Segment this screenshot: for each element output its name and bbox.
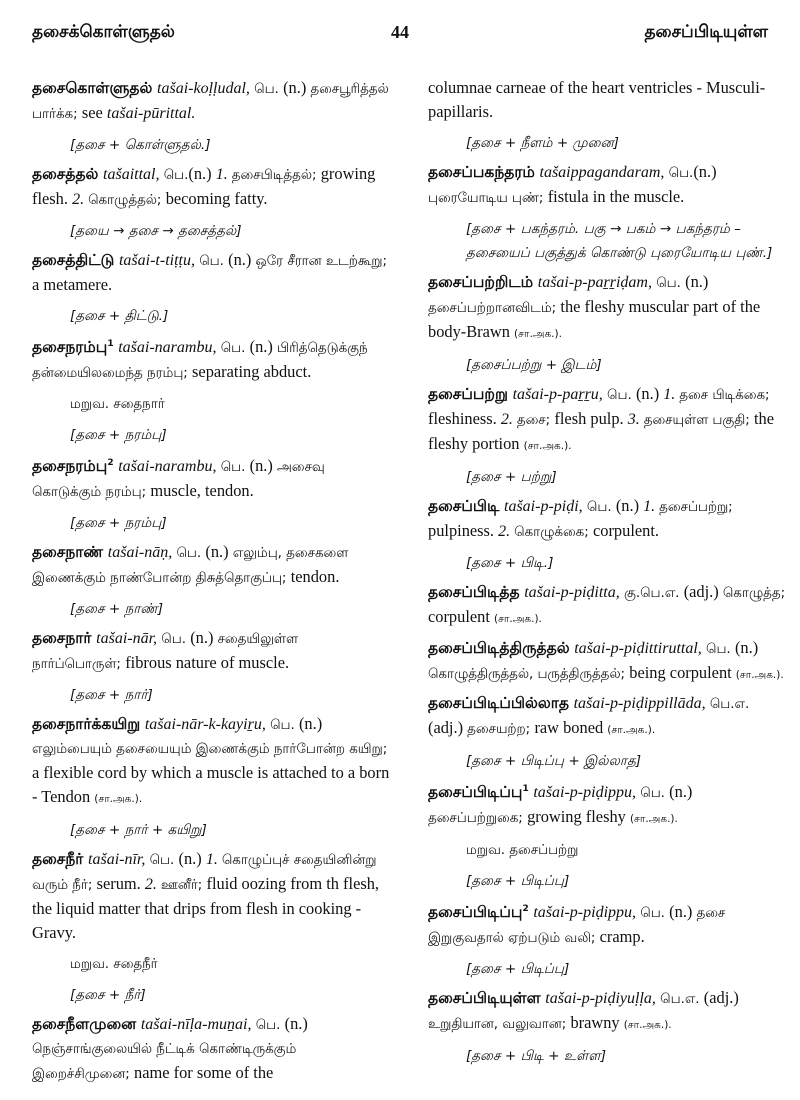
etymology: [தசைப்பற்று + இடம்]	[466, 357, 602, 373]
etymology: [தசை + திட்டு.]	[70, 308, 169, 324]
tamil-text: பெ.	[651, 276, 686, 291]
tamil-text: பெ.	[251, 1018, 285, 1034]
dictionary-entry	[32, 452, 390, 535]
etymology: [தசை + நாண்]	[70, 601, 164, 618]
source-tag: (சா.அக.).	[94, 793, 143, 806]
tamil-text: பெ.	[159, 168, 189, 183]
entry-body	[32, 847, 390, 945]
headword: தசைநீர்	[32, 850, 84, 869]
headword: தசைநார்க்கயிறு	[32, 715, 141, 734]
entry-body	[32, 452, 390, 504]
tamil-text: பெ.	[636, 906, 670, 922]
source-tag: (சா.அக.).	[629, 813, 678, 826]
tamil-text: பிரித்தெடுக்குந் தன்மையிலமைந்த நரம்பு;	[32, 341, 368, 382]
source-tag: (சா.அக.).	[514, 328, 562, 340]
english-text: (n.)	[190, 628, 218, 648]
dictionary-entry	[32, 248, 390, 328]
english-text: fibrous nature of muscle.	[125, 653, 290, 673]
english-text: (n.)	[669, 902, 697, 922]
english-text: fleshiness.	[428, 409, 501, 428]
etymology: [தசை + நார் + கயிறு]	[70, 822, 207, 839]
entry-body	[428, 778, 786, 831]
headword: தசைப்பிடி	[428, 497, 500, 515]
synonym-line	[428, 838, 786, 862]
headword: தசைப்பிடிப்பில்லாத	[428, 694, 569, 712]
tamil-text: தசையற்ற;	[467, 722, 535, 737]
italic-text: 2.	[144, 876, 161, 894]
tamil-text: கொழுப்புச் சதையினின்று வரும் நீர்;	[32, 853, 377, 894]
etymology-line	[32, 818, 390, 842]
english-text: (n.)	[249, 456, 277, 476]
dictionary-entry	[32, 162, 390, 243]
english-text: cramp.	[599, 927, 645, 947]
tamil-text: பெ.எ.	[655, 992, 704, 1008]
english-text: growing fleshy	[527, 807, 630, 827]
transliteration: tašai-p-paṟṟiḍam,	[537, 274, 652, 291]
etymology-line	[428, 551, 786, 575]
homograph-number: 2	[107, 458, 114, 469]
italic-text: 2.	[498, 523, 515, 540]
header-right-guideword: தசைப்பிடியுள்ள	[644, 22, 768, 42]
english-text: name for some of the	[134, 1063, 274, 1083]
homograph-number: 1	[107, 339, 114, 349]
entry-body	[428, 986, 786, 1037]
tamil-text: கொழுத்திருத்தல், பருத்திருத்தல்;	[428, 667, 630, 682]
etymology-line	[428, 465, 786, 489]
source-tag: (சா.அக.).	[494, 613, 542, 625]
etymology-line	[428, 1044, 786, 1068]
tamil-text: தசைப்பற்றானவிடம்;	[428, 301, 561, 316]
entry-body	[32, 626, 390, 676]
etymology-line	[32, 983, 390, 1007]
tamil-text: ஊனீர்;	[160, 878, 207, 894]
tamil-text: பெ.	[216, 460, 250, 476]
english-text: (n.)	[178, 849, 206, 869]
dictionary-entry	[32, 76, 390, 157]
english-text: (n.)	[228, 250, 256, 269]
entry-body	[32, 1012, 390, 1086]
etymology-line	[32, 423, 390, 447]
headword: தசைத்தல்	[32, 165, 99, 183]
tamil-text: ஒரே சீரான உடற்கூறு;	[255, 254, 387, 269]
transliteration: tašai-p-piḍittiruttal,	[574, 640, 702, 657]
tamil-text: கொழுக்கை;	[514, 525, 593, 540]
entry-body	[428, 898, 786, 950]
tamil-text: பெ.	[145, 853, 179, 869]
english-text: growing flesh.	[32, 164, 376, 208]
english-text: (n.)	[298, 714, 323, 734]
tamil-text: உறுதியான, வலுவான;	[428, 1017, 571, 1033]
english-text: separating abduct.	[192, 362, 312, 382]
source-tag: (சா.அக.).	[523, 440, 572, 452]
english-text: flesh pulp.	[554, 409, 628, 428]
headword: தசைகொள்ளுதல்	[32, 79, 153, 97]
english-text: a flexible cord by which a muscle is attached to a born - Tendon	[32, 763, 390, 807]
headword: தசைநீளமுனை	[32, 1015, 137, 1034]
tamil-text: பெ.	[157, 632, 191, 648]
transliteration: tašai-nīḷa-muṉai,	[140, 1016, 252, 1034]
transliteration: tašai-t-tiṭṭu,	[118, 252, 195, 269]
transliteration: tašai-p-paṟṟu,	[512, 386, 603, 403]
dictionary-entry	[32, 847, 390, 1007]
entry-body	[32, 333, 390, 385]
dictionary-entry	[32, 1012, 390, 1086]
dictionary-entry	[32, 626, 390, 707]
english-text: serum.	[96, 874, 145, 894]
headword: தசைப்பிடிப்பு$^2$	[428, 903, 529, 922]
etymology: [தசை + பிடிப்பு]	[466, 873, 570, 890]
tamil-text: கொழுத்தல்;	[88, 193, 166, 208]
english-text: (n.)	[693, 162, 717, 181]
tamil-text: பெ.	[265, 718, 299, 734]
tamil-text: பெ.	[701, 642, 735, 657]
entry-body	[32, 712, 390, 811]
headword: தசைப்பிடியுள்ள	[428, 989, 541, 1008]
english-text: fluid oozing from th flesh, the liquid matter that drips from flesh in cooking - Gravy.	[32, 874, 380, 943]
transliteration: tašaippagandaram,	[539, 164, 665, 181]
dictionary-entry	[428, 160, 786, 265]
etymology: [தசை + பிடி + உள்ள]	[466, 1048, 606, 1065]
english-text: (n.)	[249, 337, 277, 357]
tamil-text: பெ.	[582, 500, 616, 515]
english-text: corpulent.	[593, 521, 659, 540]
homograph-number: 2	[522, 904, 529, 915]
tamil-text: தசை;	[516, 413, 555, 428]
headword: தசைப்பிடித்திருத்தல்	[428, 639, 570, 657]
dictionary-entry	[428, 636, 786, 687]
english-text: (adj.)	[428, 718, 468, 737]
tamil-text: கு.பெ.எ.	[619, 586, 684, 601]
left-column	[32, 76, 390, 1091]
dictionary-entry	[428, 580, 786, 631]
etymology: [தசை + நரம்பு]	[70, 427, 167, 444]
dictionary-entry	[428, 986, 786, 1068]
entry-body	[32, 162, 390, 212]
tamil-text: எலும்பு, தசைகளை இணைக்கும் நாண்போன்ற திசுத்தொகுப்பு;	[32, 546, 349, 587]
tamil-text: புரையோடிய புண்;	[428, 191, 548, 206]
tamil-text: பெ.	[194, 254, 229, 269]
transliteration: tašai-koḷḷudal,	[157, 80, 250, 97]
transliteration: tašai-narambu,	[118, 339, 217, 357]
synonym-line	[32, 392, 390, 416]
english-text: muscle, tendon.	[150, 481, 254, 501]
etymology: [தசை + கொள்ளுதல்.]	[70, 137, 211, 153]
english-text: (n.)	[284, 1014, 308, 1034]
entry-body	[428, 580, 786, 631]
tamil-text: தசையுள்ள பகுதி;	[643, 413, 754, 428]
etymology: [தசை + பகந்தரம். பகு → பகம் → பகந்தரம் – தசையைப் பகுத்துக் கொண்டு புரையோடிய புண்.]	[466, 221, 773, 261]
etymology-line	[428, 957, 786, 981]
synonym-line	[32, 952, 390, 976]
source-tag: (சா.அக.).	[623, 1019, 672, 1032]
dictionary-entry	[428, 494, 786, 575]
english-text: (adj.)	[703, 988, 739, 1008]
headword: தசைப்பற்றிடம்	[428, 273, 534, 291]
tamil-text: தசை பிடிக்கை;	[679, 388, 770, 403]
english-text: raw boned	[534, 718, 608, 737]
etymology: [தசை + நார்]	[70, 687, 153, 704]
tamil-text: தசைப்பற்று;	[659, 500, 733, 515]
tamil-text: பெ.	[216, 341, 250, 357]
homograph-number: 1	[522, 784, 529, 794]
english-text: being corpulent	[629, 663, 736, 682]
source-tag: (சா.அக.).	[735, 669, 784, 681]
source-tag: (சா.அக.).	[607, 724, 656, 736]
continued-definition: columnae carneae of the heart ventricles - Musculi-papillaris.	[428, 78, 766, 121]
synonym: மறுவ. சதைநார்	[70, 397, 165, 413]
tamil-text: தசைபூரித்தல் பார்க்க;	[32, 82, 389, 122]
english-text: the fleshy muscular part of the body-Brawn	[428, 297, 761, 341]
right-column	[428, 76, 786, 1073]
transliteration: tašai-nīr,	[88, 851, 146, 869]
tamil-text: எலும்பையும் தசையையும் இணைக்கும் நார்போன்ற கயிறு;	[32, 742, 388, 758]
synonym: மறுவ. சதைநீர்	[70, 957, 158, 973]
italic-text: 1.	[215, 166, 232, 183]
transliteration: tašai-narambu,	[118, 458, 217, 476]
english-text: brawny	[570, 1013, 624, 1033]
transliteration: tašai-p-piḍitta,	[524, 584, 620, 601]
headword: தசைநரம்பு$^2$	[32, 457, 114, 476]
tamil-text: தசைப்பற்றுகை;	[428, 811, 528, 827]
english-text: see	[81, 103, 107, 122]
etymology: [தசை + பிடிப்பு + இல்லாத]	[466, 753, 642, 769]
tamil-text: தசை இறுகுவதால் ஏற்படும் வலி;	[428, 906, 726, 947]
entry-body	[428, 382, 786, 458]
english-text: tendon.	[290, 567, 340, 587]
transliteration: tašai-p-piḍippu,	[533, 904, 637, 922]
dictionary-entry	[428, 898, 786, 981]
etymology-line	[428, 869, 786, 893]
english-text: (n.)	[615, 496, 644, 515]
header-left-guideword: தசைக்கொள்ளுதல்	[32, 22, 175, 42]
right-column-entries	[428, 160, 786, 1068]
italic-text: 1.	[643, 498, 660, 515]
etymology-line	[32, 683, 390, 707]
etymology-line	[428, 353, 786, 377]
dictionary-entry	[428, 778, 786, 893]
entry-body	[32, 76, 390, 126]
entry-body	[428, 636, 786, 687]
etymology-line	[32, 597, 390, 621]
english-text: pulpiness.	[428, 521, 499, 540]
tamil-text: நெஞ்சாங்குலையில் நீட்டிக் கொண்டிருக்கும் இறைச்சிமுனை;	[32, 1042, 297, 1083]
etymology: [தசை + பிடிப்பு]	[466, 961, 570, 978]
etymology-line	[428, 749, 786, 773]
dictionary-entry	[428, 692, 786, 773]
italic-text: 3.	[627, 411, 644, 428]
tamil-text: கொழுத்த;	[722, 586, 786, 601]
transliteration: tašai-nār,	[96, 630, 158, 648]
dictionary-entry	[428, 270, 786, 377]
tamil-text: பெ.	[636, 786, 670, 802]
etymology-line	[32, 511, 390, 535]
tamil-text: பெ.	[172, 546, 206, 562]
tamil-text: சதையிலுள்ள நார்ப்பொருள்;	[32, 632, 299, 673]
english-text: the fleshy portion	[428, 409, 774, 453]
tamil-text: அசைவு கொடுக்கும் நரம்பு;	[32, 460, 325, 501]
etymology: [தசை + நீர்]	[70, 987, 146, 1004]
english-text: (n.)	[283, 78, 311, 97]
etymology-line	[32, 304, 390, 328]
headword: தசைநார்	[32, 629, 92, 648]
dictionary-entry	[32, 712, 390, 842]
italic-text: 2.	[500, 411, 517, 428]
italic-text: 1.	[205, 851, 222, 869]
headword: தசைப்பிடித்த	[428, 583, 520, 601]
tamil-text: பெ.எ.	[705, 697, 750, 712]
page-number: 44	[391, 22, 409, 42]
page-header	[30, 14, 770, 54]
transliteration: tašai-p-piḍippu,	[533, 784, 637, 802]
headword: தசைப்பகந்தரம்	[428, 163, 535, 181]
dictionary-entry	[32, 540, 390, 621]
english-text: (n.)	[669, 782, 693, 802]
entry-body	[428, 494, 786, 544]
synonym: மறுவ. தசைப்பற்று	[466, 843, 579, 859]
entry-body	[428, 270, 786, 346]
etymology: [தசை + நரம்பு]	[70, 515, 167, 532]
transliteration: tašai-p-piḍippillāda,	[573, 695, 706, 712]
entry-body	[32, 540, 390, 590]
etymology-line	[32, 219, 390, 243]
english-text: (n.)	[685, 272, 709, 291]
transliteration: tašai-p-piḍi,	[504, 498, 583, 515]
tamil-text: பெ.	[664, 166, 694, 181]
headword: தசைத்திட்டு	[32, 251, 115, 269]
english-text: (n.)	[635, 384, 664, 403]
english-text: corpulent	[428, 607, 494, 626]
transliteration: tašai-nār-k-kayiṟu,	[144, 716, 266, 734]
english-text: (n.)	[734, 638, 759, 657]
english-text: becoming fatty.	[165, 189, 268, 208]
transliteration: tašai-p-piḍiyuḷḷa,	[545, 990, 656, 1008]
italic-text: 2.	[72, 191, 89, 208]
etymology-line	[428, 217, 786, 265]
italic-text: tašai-pūrittal.	[106, 105, 196, 122]
english-text: (adj.)	[683, 582, 723, 601]
english-text: fistula in the muscle.	[547, 187, 685, 206]
continued-entry	[428, 76, 786, 155]
transliteration: tašai-nāṇ,	[107, 544, 173, 562]
english-text: (n.)	[188, 164, 216, 183]
transliteration: tašaittal,	[103, 166, 160, 183]
continued-etymology: [தசை + நீளம் + முனை]	[466, 135, 619, 151]
tamil-text: பெ.	[249, 82, 284, 97]
dictionary-entry	[428, 382, 786, 489]
etymology: [தசை + பற்று]	[466, 469, 557, 485]
english-text: (n.)	[205, 542, 233, 562]
etymology: [தசை + பிடி.]	[466, 555, 554, 571]
tamil-text: தசைபிடித்தல்;	[231, 168, 321, 183]
headword: தசைப்பிடிப்பு$^1$	[428, 783, 529, 802]
entry-body	[428, 692, 786, 742]
english-text: a metamere.	[32, 275, 113, 294]
etymology-line	[32, 133, 390, 157]
headword: தசைநாண்	[32, 543, 104, 562]
etymology: [தயை → தசை → தசைத்தல்]	[70, 223, 242, 239]
italic-text: 1.	[663, 386, 680, 403]
tamil-text: பெ.	[602, 388, 636, 403]
headword: தசைநரம்பு$^1$	[32, 338, 114, 357]
dictionary-entry	[32, 333, 390, 447]
headword: தசைப்பற்று	[428, 385, 508, 403]
entry-body	[32, 248, 390, 297]
entry-body	[428, 160, 786, 210]
